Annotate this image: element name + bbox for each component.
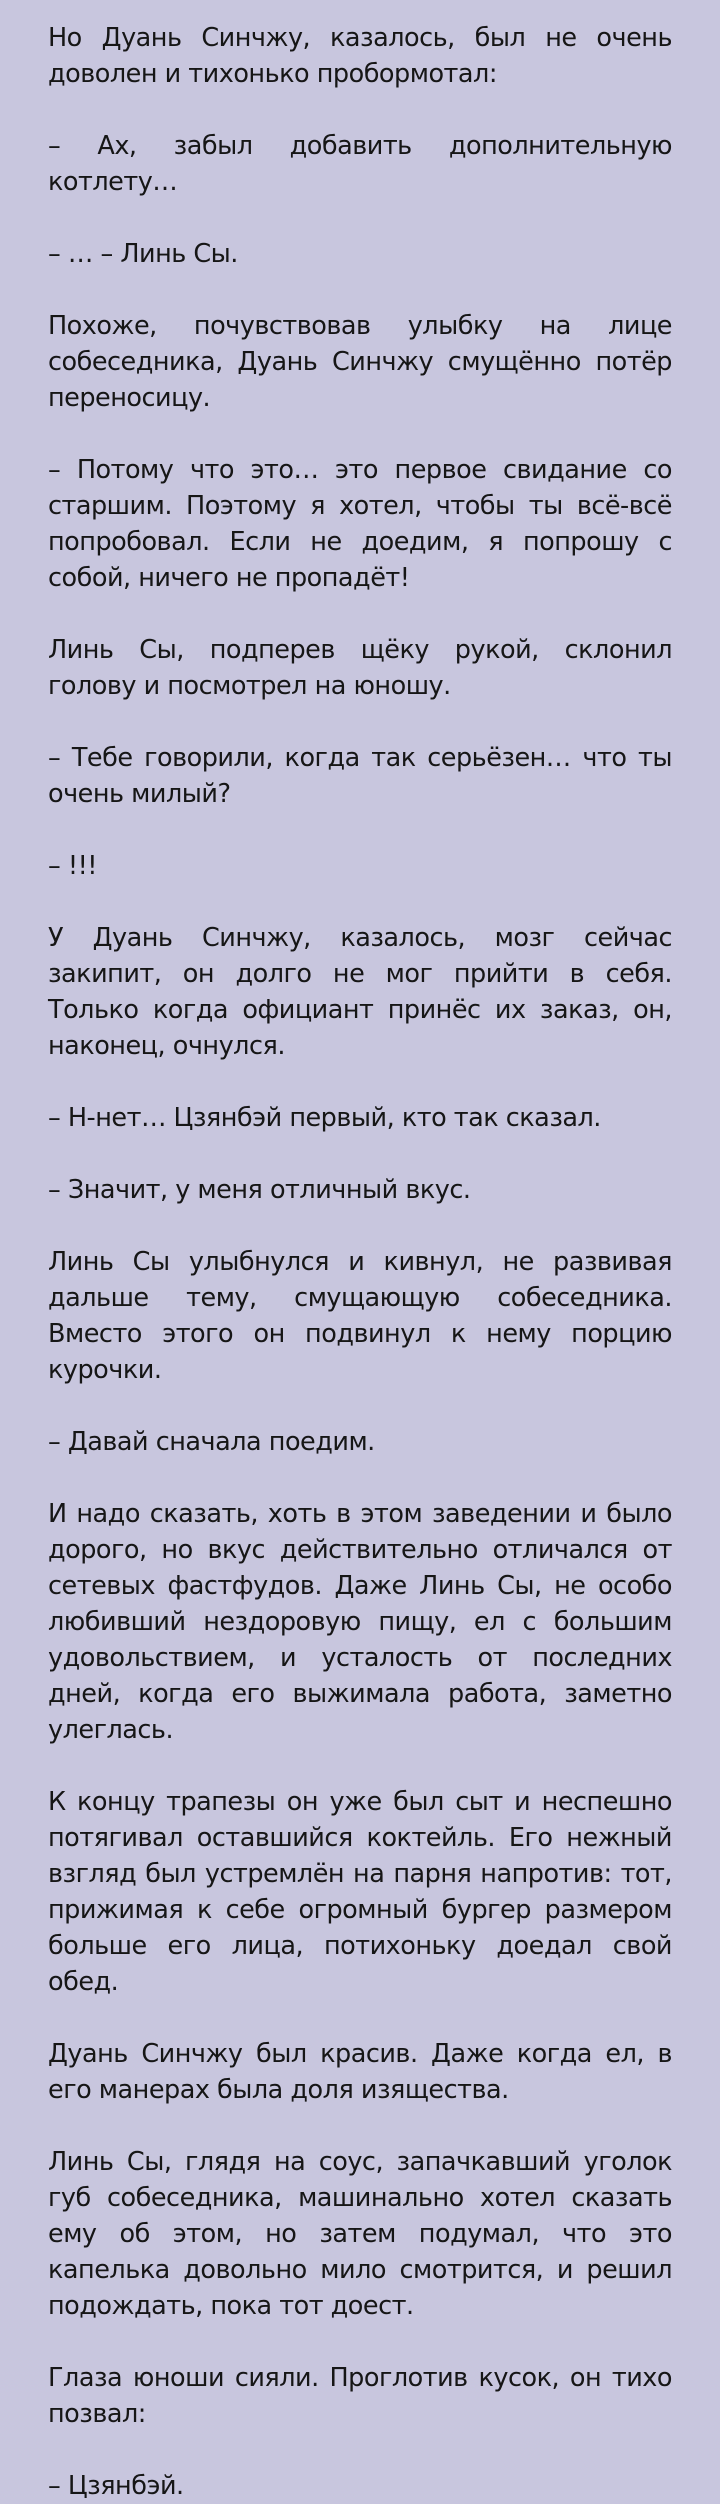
paragraph: Похоже, почувствовав улыбку на лице собеседника, Дуань Синчжу смущённо потёр переносицу. — [48, 311, 672, 413]
paragraph: – Цзянбэй. — [48, 2471, 184, 2501]
paragraph: – … – Линь Сы. — [48, 239, 238, 269]
paragraph: – !!! — [48, 851, 98, 881]
paragraph: И надо сказать, хоть в этом заведении и было дорого, но вкус действительно отличался от сетевых фастфудов. Даже Линь Сы, не особо любивший нездоровую пищу, ел с большим удовольствием, и усталость от последних дней, когда его выжимала работа, заметно улеглась. — [48, 1499, 672, 1745]
paragraph: – Н-нет… Цзянбэй первый, кто так сказал. — [48, 1103, 601, 1133]
paragraph: К концу трапезы он уже был сыт и неспешно потягивал оставшийся коктейль. Его нежный взгляд был устремлён на парня напротив: тот, прижимая к себе огромный бургер размером больше его лица, потихоньку доедал свой обед. — [48, 1787, 672, 1997]
paragraph: Глаза юноши сияли. Проглотив кусок, он тихо позвал: — [48, 2363, 672, 2429]
paragraph: – Потому что это… это первое свидание со старшим. Поэтому я хотел, чтобы ты всё-всё попробовал. Если не доедим, я попрошу с собой, ничего не пропадёт! — [48, 455, 672, 593]
paragraph: Линь Сы, глядя на соус, запачкавший уголок губ собеседника, машинально хотел сказать ему об этом, но затем подумал, что это капелька довольно мило смотрится, и решил подождать, пока тот доест. — [48, 2147, 672, 2321]
paragraph: Линь Сы улыбнулся и кивнул, не развивая дальше тему, смущающую собеседника. Вместо этого он подвинул к нему порцию курочки. — [48, 1247, 672, 1385]
paragraph: Линь Сы, подперев щёку рукой, склонил голову и посмотрел на юношу. — [48, 635, 672, 701]
paragraph: – Давай сначала поедим. — [48, 1427, 375, 1457]
paragraph: – Значит, у меня отличный вкус. — [48, 1175, 471, 1205]
paragraph: – Ах, забыл добавить дополнительную котлету… — [48, 131, 672, 197]
paragraph: У Дуань Синчжу, казалось, мозг сейчас закипит, он долго не мог прийти в себя. Только когда официант принёс их заказ, он, наконец, очнулся. — [48, 923, 672, 1061]
paragraph: Дуань Синчжу был красив. Даже когда ел, в его манерах была доля изящества. — [48, 2039, 672, 2105]
paragraph: – Тебе говорили, когда так серьёзен… что ты очень милый? — [48, 743, 672, 809]
paragraph: Но Дуань Синчжу, казалось, был не очень доволен и тихонько пробормотал: — [48, 23, 672, 89]
